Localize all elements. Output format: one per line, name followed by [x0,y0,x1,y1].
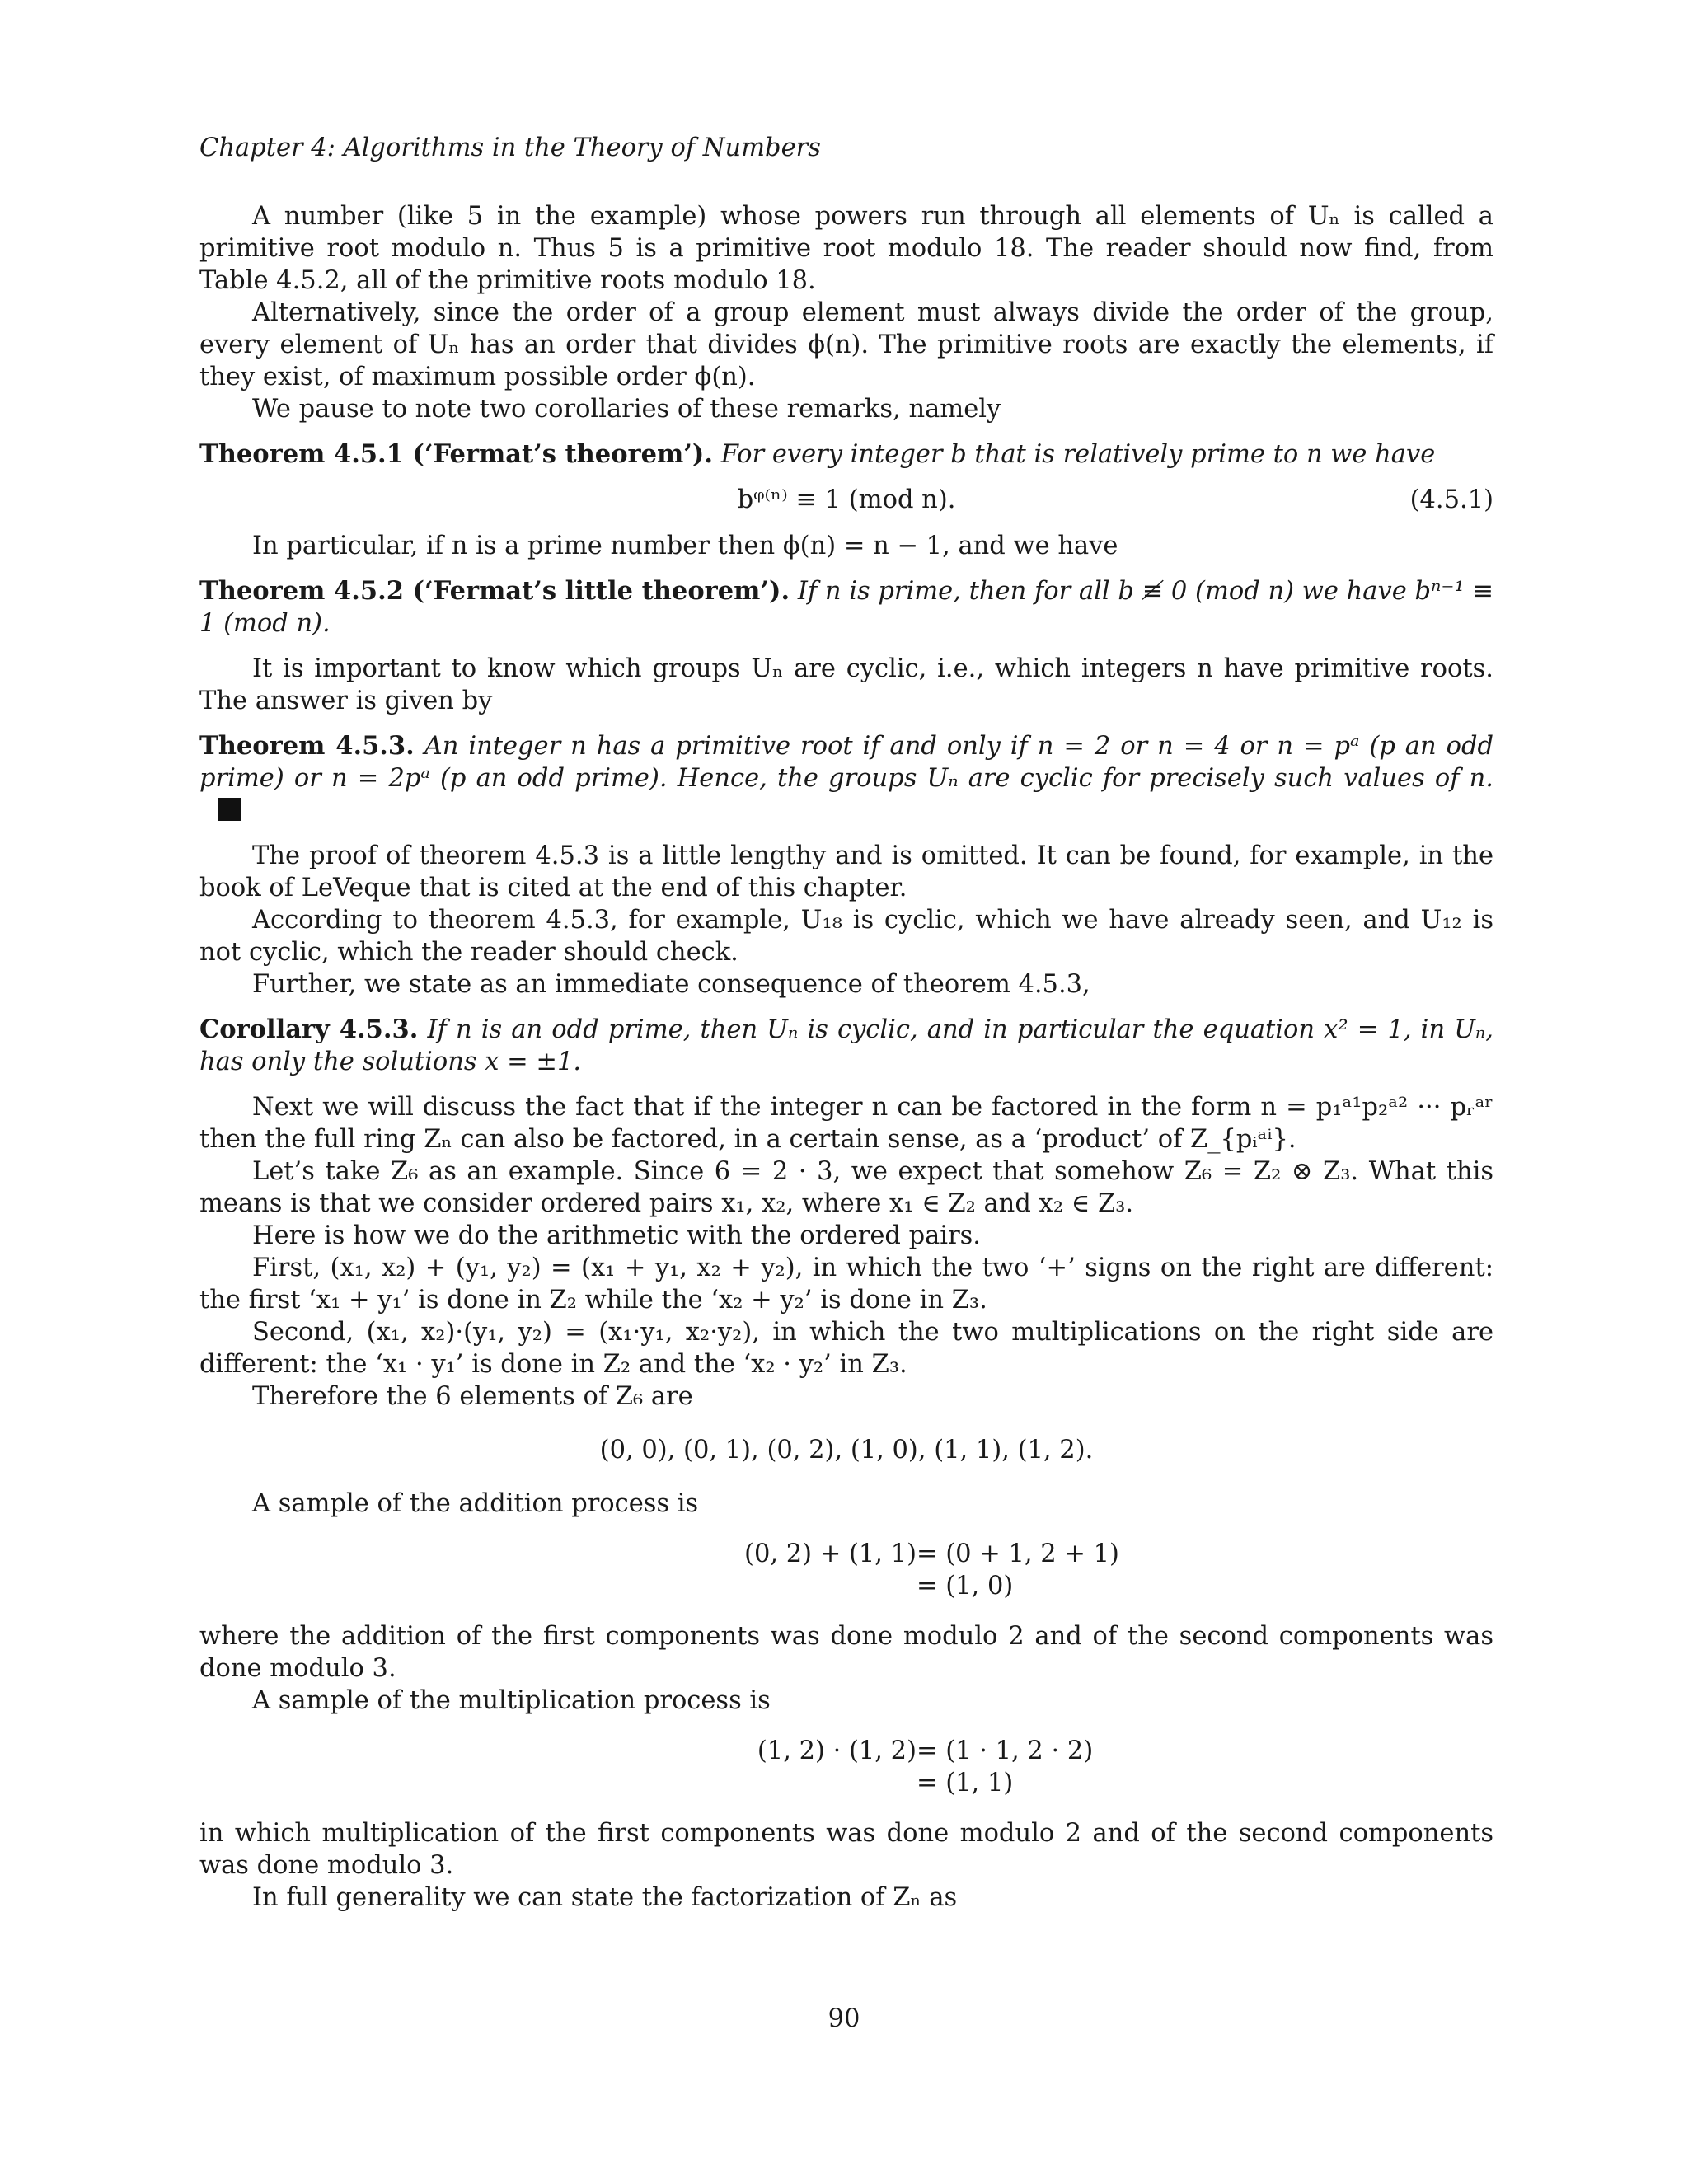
page [199,132,1493,1914]
corollary-label: Corollary 4.5.3. [199,1015,419,1044]
page-number: 90 [828,2004,860,2033]
paragraph-z6-elements: Therefore the 6 elements of Z₆ are [252,1382,693,1411]
paragraph-consequence: Further, we state as an immediate consequence of theorem 4.5.3, [252,970,1090,999]
addition-rhs-1: = (0 + 1, 2 + 1) [917,1540,1119,1568]
theorem-label: Theorem 4.5.1 (‘Fermat’s theorem’). [199,439,713,469]
paragraph-cyclic-groups: It is important to know which groups Uₙ are cyclic, i.e., which integers n have primitive roots. The answer is given by [199,654,1493,715]
paragraph-u18-example: According to theorem 4.5.3, for example, U₁₈ is cyclic, which we have already seen, and U₁₂ is not cyclic, which the reader should check. [199,906,1493,967]
paragraph-z6-example: Let’s take Z₆ as an example. Since 6 = 2 · 3, we expect that somehow Z₆ = Z₂ ⊗ Z₃. What this means is that we consider ordered pairs x₁, x₂, where x₁ ∈ Z₂ and x₂ ∈ Z₃. [199,1157,1493,1218]
paragraph-prime-case: In particular, if n is a prime number then ϕ(n) = n − 1, and we have [252,532,1118,560]
paragraph-arithmetic: Here is how we do the arithmetic with the ordered pairs. [252,1221,981,1250]
multiplication-rhs-2: = (1, 1) [917,1769,1014,1797]
theorem-4-5-2 [199,575,1493,640]
paragraph-corollaries: We pause to note two corollaries of these remarks, namely [252,395,1001,424]
paragraph-factorization: Next we will discuss the fact that if the integer n can be factored in the form n = p₁ᵃ¹p₂ᵃ² ··· pᵣᵃʳ then the full ring Zₙ can also be factored, in a certain sense, as a ‘product’ of Z_{pᵢᵃⁱ}. [199,1093,1493,1154]
equation-4-5-1 [199,484,1493,517]
theorem-4-5-1 [199,438,1493,471]
running-header: Chapter 4: Algorithms in the Theory of Numbers [199,134,821,162]
paragraph-multiplication-note: in which multiplication of the first components was done modulo 2 and of the second components was done modulo 3. [199,1819,1493,1880]
corollary-body: If n is an odd prime, then Uₙ is cyclic, and in particular the equation x² = 1, in Uₙ, has only the solutions x = ±1. [199,1015,1493,1076]
paragraph-primitive-root: A number (like 5 in the example) whose powers run through all elements of Uₙ is called a primitive root modulo n. Thus 5 is a primitive root modulo 18. The reader should now find, from Table 4.5.2, all of the primitive roots modulo 18. [199,202,1493,295]
theorem-4-5-3 [199,730,1493,827]
theorem-label: Theorem 4.5.2 (‘Fermat’s little theorem’). [199,576,790,606]
equation-number: (4.5.1) [1409,485,1493,514]
qed-square-icon [218,798,241,821]
theorem-label: Theorem 4.5.3. [199,731,415,761]
paragraph-proof-omitted: The proof of theorem 4.5.3 is a little lengthy and is omitted. It can be found, for example, in the book of LeVeque that is cited at the end of this chapter. [199,841,1493,902]
equation-expression: bᵠ⁽ⁿ⁾ ≡ 1 (mod n). [737,485,956,514]
theorem-body: An integer n has a primitive root if and only if n = 2 or n = 4 or n = pᵃ (p an odd prime) or n = 2pᵃ (p an odd prime). Hence, the groups Uₙ are cyclic for precisely such values of n. [199,732,1493,793]
corollary-4-5-3 [199,1014,1493,1078]
addition-rhs-2: = (1, 0) [917,1572,1014,1601]
paragraph-addition-sample: A sample of the addition process is [252,1489,699,1518]
display-addition [199,1538,1493,1602]
paragraph-addition-note: where the addition of the first components was done modulo 2 and of the second components was done modulo 3. [199,1622,1493,1683]
multiplication-rhs-1: = (1 · 1, 2 · 2) [917,1736,1094,1765]
paragraph-addition-rule: First, (x₁, x₂) + (y₁, y₂) = (x₁ + y₁, x₂ + y₂), in which the two ‘+’ signs on the right are different: the first ‘x₁ + y₁’ is done in Z₂ while the ‘x₂ + y₂’ is done in Z₃. [199,1254,1493,1315]
multiplication-lhs: (1, 2) · (1, 2) [757,1736,917,1765]
paragraph-full-generality: In full generality we can state the factorization of Zₙ as [252,1883,958,1912]
paragraph-order: Alternatively, since the order of a group element must always divide the order of the group, every element of Uₙ has an order that divides ϕ(n). The primitive roots are exactly the elements, if they exist, of maximum possible order ϕ(n). [199,298,1493,391]
display-z6-elements: (0, 0), (0, 1), (0, 2), (1, 0), (1, 1), (1, 2). [599,1436,1094,1465]
theorem-body: If n is prime, then for all b ≢ 0 (mod n) we have bⁿ⁻¹ ≡ 1 (mod n). [199,577,1493,638]
theorem-body: For every integer b that is relatively prime to n we have [720,440,1436,469]
paragraph-multiplication-rule: Second, (x₁, x₂)·(y₁, y₂) = (x₁·y₁, x₂·y₂), in which the two multiplications on the right side are different: the ‘x₁ · y₁’ is done in Z₂ and the ‘x₂ · y₂’ in Z₃. [199,1318,1493,1379]
display-multiplication [199,1735,1493,1799]
addition-lhs: (0, 2) + (1, 1) [744,1540,917,1568]
paragraph-multiplication-sample: A sample of the multiplication process is [252,1686,771,1715]
